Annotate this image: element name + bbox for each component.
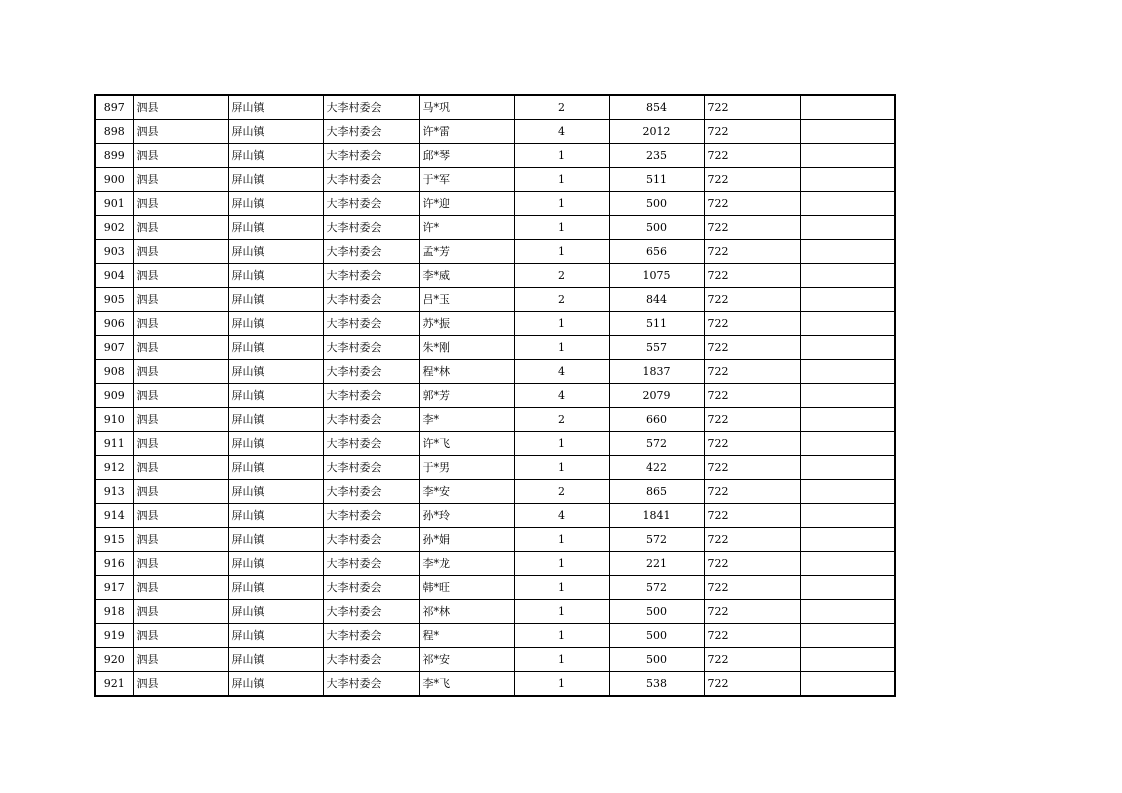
cell-household-size: 1 — [514, 336, 609, 360]
cell-note — [800, 624, 895, 648]
cell-town: 屏山镇 — [228, 600, 323, 624]
cell-name: 祁*林 — [419, 600, 514, 624]
cell-number: 921 — [95, 672, 133, 697]
cell-village: 大李村委会 — [323, 264, 419, 288]
cell-town: 屏山镇 — [228, 95, 323, 120]
cell-name: 朱*刚 — [419, 336, 514, 360]
cell-county: 泗县 — [133, 95, 228, 120]
cell-household-size: 1 — [514, 552, 609, 576]
cell-note — [800, 360, 895, 384]
cell-note — [800, 312, 895, 336]
cell-household-size: 4 — [514, 504, 609, 528]
table-row — [95, 312, 895, 336]
cell-number: 914 — [95, 504, 133, 528]
cell-amount: 500 — [609, 216, 704, 240]
cell-county: 泗县 — [133, 216, 228, 240]
table-row — [95, 432, 895, 456]
cell-amount: 572 — [609, 576, 704, 600]
table-row — [95, 456, 895, 480]
cell-village: 大李村委会 — [323, 240, 419, 264]
table-row — [95, 552, 895, 576]
cell-town: 屏山镇 — [228, 432, 323, 456]
cell-county: 泗县 — [133, 504, 228, 528]
cell-name: 李*威 — [419, 264, 514, 288]
cell-code: 722 — [704, 432, 800, 456]
cell-household-size: 1 — [514, 624, 609, 648]
cell-household-size: 1 — [514, 672, 609, 697]
cell-town: 屏山镇 — [228, 312, 323, 336]
cell-number: 900 — [95, 168, 133, 192]
cell-note — [800, 95, 895, 120]
cell-county: 泗县 — [133, 312, 228, 336]
cell-town: 屏山镇 — [228, 144, 323, 168]
cell-household-size: 1 — [514, 240, 609, 264]
cell-code: 722 — [704, 480, 800, 504]
cell-code: 722 — [704, 168, 800, 192]
cell-village: 大李村委会 — [323, 168, 419, 192]
cell-village: 大李村委会 — [323, 312, 419, 336]
cell-name: 李*安 — [419, 480, 514, 504]
cell-town: 屏山镇 — [228, 336, 323, 360]
cell-household-size: 1 — [514, 528, 609, 552]
cell-county: 泗县 — [133, 336, 228, 360]
cell-number: 904 — [95, 264, 133, 288]
table-row — [95, 288, 895, 312]
cell-number: 920 — [95, 648, 133, 672]
cell-number: 916 — [95, 552, 133, 576]
cell-village: 大李村委会 — [323, 648, 419, 672]
cell-town: 屏山镇 — [228, 384, 323, 408]
cell-name: 苏*振 — [419, 312, 514, 336]
cell-county: 泗县 — [133, 192, 228, 216]
cell-village: 大李村委会 — [323, 432, 419, 456]
cell-amount: 422 — [609, 456, 704, 480]
cell-town: 屏山镇 — [228, 192, 323, 216]
cell-name: 于*军 — [419, 168, 514, 192]
cell-amount: 557 — [609, 336, 704, 360]
cell-name: 孙*娟 — [419, 528, 514, 552]
cell-note — [800, 576, 895, 600]
cell-amount: 844 — [609, 288, 704, 312]
cell-note — [800, 528, 895, 552]
cell-note — [800, 432, 895, 456]
cell-amount: 1075 — [609, 264, 704, 288]
table-row — [95, 120, 895, 144]
cell-code: 722 — [704, 624, 800, 648]
cell-amount: 865 — [609, 480, 704, 504]
cell-amount: 572 — [609, 432, 704, 456]
cell-name: 祁*安 — [419, 648, 514, 672]
cell-number: 901 — [95, 192, 133, 216]
cell-number: 915 — [95, 528, 133, 552]
table-row — [95, 648, 895, 672]
cell-household-size: 1 — [514, 144, 609, 168]
cell-amount: 500 — [609, 648, 704, 672]
cell-town: 屏山镇 — [228, 504, 323, 528]
cell-household-size: 1 — [514, 456, 609, 480]
cell-village: 大李村委会 — [323, 600, 419, 624]
cell-name: 许*迎 — [419, 192, 514, 216]
cell-amount: 656 — [609, 240, 704, 264]
cell-code: 722 — [704, 120, 800, 144]
cell-amount: 854 — [609, 95, 704, 120]
cell-village: 大李村委会 — [323, 144, 419, 168]
cell-name: 程*林 — [419, 360, 514, 384]
cell-village: 大李村委会 — [323, 216, 419, 240]
cell-code: 722 — [704, 600, 800, 624]
cell-amount: 660 — [609, 408, 704, 432]
cell-county: 泗县 — [133, 600, 228, 624]
cell-code: 722 — [704, 672, 800, 697]
cell-village: 大李村委会 — [323, 288, 419, 312]
table-row — [95, 504, 895, 528]
cell-county: 泗县 — [133, 672, 228, 697]
cell-code: 722 — [704, 312, 800, 336]
table-row — [95, 336, 895, 360]
cell-county: 泗县 — [133, 576, 228, 600]
cell-village: 大李村委会 — [323, 95, 419, 120]
cell-town: 屏山镇 — [228, 576, 323, 600]
cell-county: 泗县 — [133, 480, 228, 504]
cell-amount: 511 — [609, 312, 704, 336]
cell-amount: 221 — [609, 552, 704, 576]
cell-code: 722 — [704, 192, 800, 216]
cell-number: 917 — [95, 576, 133, 600]
cell-code: 722 — [704, 288, 800, 312]
cell-name: 韩*旺 — [419, 576, 514, 600]
cell-county: 泗县 — [133, 648, 228, 672]
cell-code: 722 — [704, 264, 800, 288]
cell-number: 903 — [95, 240, 133, 264]
cell-note — [800, 144, 895, 168]
cell-town: 屏山镇 — [228, 408, 323, 432]
cell-town: 屏山镇 — [228, 672, 323, 697]
table-row — [95, 408, 895, 432]
cell-number: 910 — [95, 408, 133, 432]
cell-name: 吕*玉 — [419, 288, 514, 312]
cell-note — [800, 192, 895, 216]
table-row — [95, 360, 895, 384]
cell-note — [800, 240, 895, 264]
cell-amount: 1841 — [609, 504, 704, 528]
table-row — [95, 384, 895, 408]
table-row — [95, 216, 895, 240]
cell-household-size: 1 — [514, 600, 609, 624]
cell-amount: 500 — [609, 624, 704, 648]
cell-household-size: 4 — [514, 120, 609, 144]
cell-village: 大李村委会 — [323, 384, 419, 408]
cell-number: 902 — [95, 216, 133, 240]
cell-town: 屏山镇 — [228, 456, 323, 480]
cell-county: 泗县 — [133, 360, 228, 384]
cell-amount: 235 — [609, 144, 704, 168]
cell-note — [800, 120, 895, 144]
cell-name: 许*飞 — [419, 432, 514, 456]
cell-number: 912 — [95, 456, 133, 480]
cell-town: 屏山镇 — [228, 264, 323, 288]
cell-number: 897 — [95, 95, 133, 120]
table-row — [95, 192, 895, 216]
cell-county: 泗县 — [133, 240, 228, 264]
cell-note — [800, 552, 895, 576]
cell-name: 郭*芳 — [419, 384, 514, 408]
cell-number: 907 — [95, 336, 133, 360]
cell-note — [800, 384, 895, 408]
cell-number: 911 — [95, 432, 133, 456]
cell-town: 屏山镇 — [228, 240, 323, 264]
cell-village: 大李村委会 — [323, 576, 419, 600]
cell-name: 孙*玲 — [419, 504, 514, 528]
cell-amount: 1837 — [609, 360, 704, 384]
cell-number: 906 — [95, 312, 133, 336]
cell-county: 泗县 — [133, 120, 228, 144]
cell-amount: 511 — [609, 168, 704, 192]
cell-village: 大李村委会 — [323, 552, 419, 576]
cell-name: 李*龙 — [419, 552, 514, 576]
cell-village: 大李村委会 — [323, 336, 419, 360]
cell-household-size: 2 — [514, 408, 609, 432]
cell-village: 大李村委会 — [323, 528, 419, 552]
cell-name: 马*巩 — [419, 95, 514, 120]
cell-household-size: 1 — [514, 576, 609, 600]
cell-county: 泗县 — [133, 264, 228, 288]
cell-number: 899 — [95, 144, 133, 168]
cell-village: 大李村委会 — [323, 360, 419, 384]
cell-village: 大李村委会 — [323, 408, 419, 432]
cell-county: 泗县 — [133, 456, 228, 480]
cell-number: 898 — [95, 120, 133, 144]
cell-household-size: 1 — [514, 168, 609, 192]
cell-note — [800, 600, 895, 624]
cell-code: 722 — [704, 384, 800, 408]
cell-amount: 2012 — [609, 120, 704, 144]
cell-town: 屏山镇 — [228, 528, 323, 552]
cell-name: 邱*琴 — [419, 144, 514, 168]
cell-name: 程* — [419, 624, 514, 648]
cell-note — [800, 648, 895, 672]
cell-household-size: 2 — [514, 480, 609, 504]
cell-household-size: 1 — [514, 216, 609, 240]
cell-amount: 500 — [609, 600, 704, 624]
cell-note — [800, 216, 895, 240]
cell-household-size: 4 — [514, 384, 609, 408]
cell-county: 泗县 — [133, 288, 228, 312]
table-row — [95, 672, 895, 697]
cell-village: 大李村委会 — [323, 624, 419, 648]
cell-town: 屏山镇 — [228, 360, 323, 384]
cell-note — [800, 288, 895, 312]
cell-code: 722 — [704, 552, 800, 576]
cell-amount: 2079 — [609, 384, 704, 408]
cell-code: 722 — [704, 95, 800, 120]
table-row — [95, 144, 895, 168]
table-row — [95, 240, 895, 264]
cell-number: 919 — [95, 624, 133, 648]
cell-household-size: 1 — [514, 648, 609, 672]
cell-note — [800, 264, 895, 288]
cell-note — [800, 408, 895, 432]
table-row — [95, 528, 895, 552]
cell-note — [800, 456, 895, 480]
cell-county: 泗县 — [133, 408, 228, 432]
cell-town: 屏山镇 — [228, 288, 323, 312]
cell-village: 大李村委会 — [323, 192, 419, 216]
cell-name: 于*男 — [419, 456, 514, 480]
cell-town: 屏山镇 — [228, 648, 323, 672]
cell-code: 722 — [704, 408, 800, 432]
cell-note — [800, 336, 895, 360]
cell-amount: 500 — [609, 192, 704, 216]
cell-household-size: 1 — [514, 312, 609, 336]
cell-name: 李*飞 — [419, 672, 514, 697]
cell-number: 918 — [95, 600, 133, 624]
cell-code: 722 — [704, 336, 800, 360]
cell-note — [800, 672, 895, 697]
cell-note — [800, 480, 895, 504]
table-row — [95, 95, 895, 120]
cell-code: 722 — [704, 144, 800, 168]
cell-county: 泗县 — [133, 144, 228, 168]
cell-village: 大李村委会 — [323, 456, 419, 480]
cell-county: 泗县 — [133, 624, 228, 648]
cell-name: 李* — [419, 408, 514, 432]
cell-name: 许* — [419, 216, 514, 240]
cell-code: 722 — [704, 504, 800, 528]
cell-county: 泗县 — [133, 384, 228, 408]
table-row — [95, 600, 895, 624]
cell-county: 泗县 — [133, 168, 228, 192]
cell-village: 大李村委会 — [323, 504, 419, 528]
cell-code: 722 — [704, 576, 800, 600]
cell-code: 722 — [704, 456, 800, 480]
cell-town: 屏山镇 — [228, 552, 323, 576]
cell-note — [800, 504, 895, 528]
cell-village: 大李村委会 — [323, 480, 419, 504]
cell-town: 屏山镇 — [228, 480, 323, 504]
table-row — [95, 480, 895, 504]
cell-town: 屏山镇 — [228, 168, 323, 192]
beneficiary-table — [94, 94, 896, 697]
cell-code: 722 — [704, 360, 800, 384]
cell-town: 屏山镇 — [228, 624, 323, 648]
cell-note — [800, 168, 895, 192]
cell-number: 909 — [95, 384, 133, 408]
cell-town: 屏山镇 — [228, 120, 323, 144]
cell-code: 722 — [704, 240, 800, 264]
table-row — [95, 264, 895, 288]
cell-name: 孟*芳 — [419, 240, 514, 264]
cell-household-size: 2 — [514, 95, 609, 120]
cell-number: 913 — [95, 480, 133, 504]
cell-code: 722 — [704, 648, 800, 672]
cell-household-size: 2 — [514, 264, 609, 288]
cell-village: 大李村委会 — [323, 672, 419, 697]
cell-county: 泗县 — [133, 528, 228, 552]
cell-number: 908 — [95, 360, 133, 384]
table-row — [95, 576, 895, 600]
cell-county: 泗县 — [133, 552, 228, 576]
cell-household-size: 1 — [514, 192, 609, 216]
cell-code: 722 — [704, 216, 800, 240]
cell-household-size: 2 — [514, 288, 609, 312]
cell-town: 屏山镇 — [228, 216, 323, 240]
table-row — [95, 168, 895, 192]
cell-number: 905 — [95, 288, 133, 312]
table-body — [95, 95, 895, 696]
cell-amount: 572 — [609, 528, 704, 552]
cell-name: 许*雷 — [419, 120, 514, 144]
cell-household-size: 1 — [514, 432, 609, 456]
cell-village: 大李村委会 — [323, 120, 419, 144]
cell-code: 722 — [704, 528, 800, 552]
table-row — [95, 624, 895, 648]
cell-amount: 538 — [609, 672, 704, 697]
cell-household-size: 4 — [514, 360, 609, 384]
cell-county: 泗县 — [133, 432, 228, 456]
